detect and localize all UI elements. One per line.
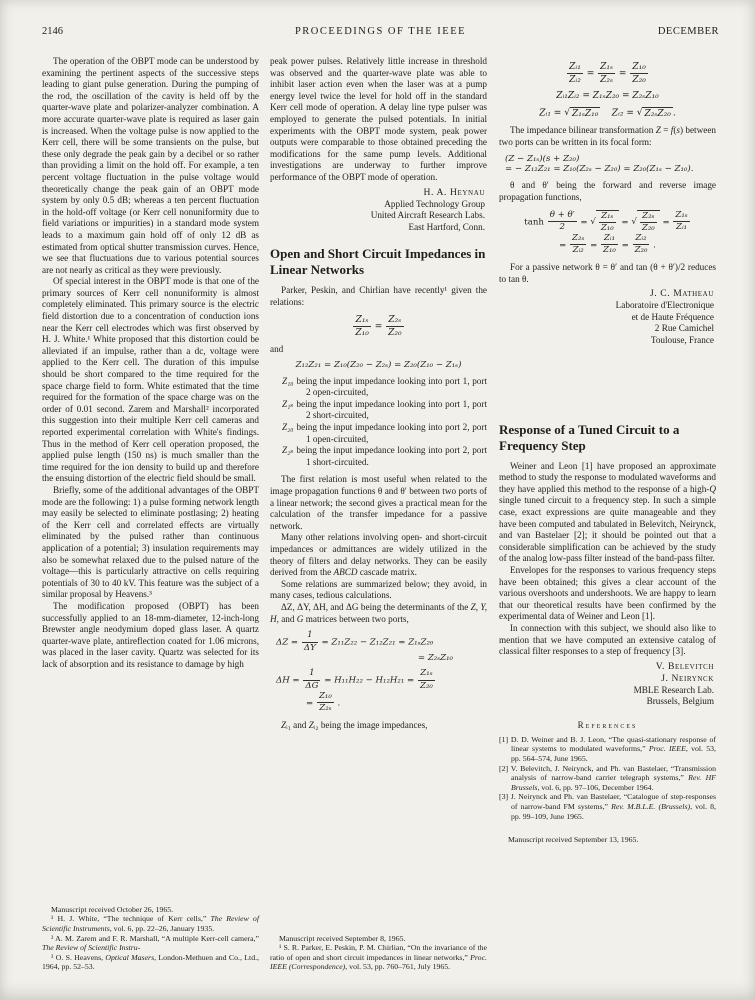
definition-item: Z₂₀ being the input impedance looking into port 2, port 1 open-circuited, [282,422,487,444]
article-title: Response of a Tuned Circuit to a Frequency Step [499,421,680,453]
reference-item: [2] V. Belevitch, J. Neirynck, and Ph. van Bastelaer, “Transmission analysis of narrow-band carrier telegraph systems,” Rev. HF Brussels, vol. 6, pp. 97–106, December 1964. [499,763,716,792]
manuscript-note: Manuscript received October 26, 1965. [51,904,174,914]
paragraph: Many other relations involving open- and short-circuit impedances or admittances are widely utilized in the theory of filters and delay networks. They can be easily derived from the ABCD cascade matrix. [270,532,487,578]
affiliation-line: United Aircraft Research Labs. [370,210,485,221]
connector-word: and [270,343,284,354]
radical: √ $\frac{\text{Z₂ₛ}}{\text{Z₂₀}}$ [631,210,659,234]
fraction: $\frac{\text{Z₁ₛ}}{\text{Z₂₀}}$ [420,668,433,691]
author-name: J. C. Matheau [649,288,714,300]
fraction: $\frac{1}{\Delta Y}$ [303,630,316,653]
footnote: ¹ S. R. Parker, E. Peskin, P. M. Chirlian, “On the invariance of the ratio of open and short circuit impedances in linear networks,” Proc. IEEE (Correspondence), vol. 53, pp. 760–761, July 1965. [270,943,487,972]
radical: √ Z₂ₛZ₂₀ [636,108,671,120]
author-name: J. Neirynck [661,672,714,684]
fraction: $\frac{\text{Zᵢ₁}}{\text{Zᵢ₂}}$ [569,62,581,86]
article-title: Open and Short Circuit Impedances in Linear Networks [270,246,486,278]
vertical-spacer [499,351,716,409]
equation-delta-z: ΔZ = $\frac{1}{\Delta Y}$ = Z₁₁Z₂₂ − Z₁₂Z₂₁ = Z₁ₛZ₂₀ = Z₂ₛZ₁₀ [276,630,453,664]
footnote: ¹ H. J. White, “The technique of Kerr cells,” The Review of Scientific Instruments, vol. 6, pp. 22–26, January 1935. [42,914,259,934]
fraction: $\frac{\text{Z₁ₛ}}{\text{Zᵢ₁}}$ [675,209,688,233]
radical: √ Z₁ₛZ₁₀ [564,108,599,120]
fraction: $\frac{\text{Z₁ₛ}}{\text{Z₁₀}}$ [355,314,369,338]
signature-block [499,288,714,346]
footnote: ² A. M. Zarem and F. R. Marshall, “A multiple Kerr-cell camera,” The Review of Scientific Instru- [42,933,259,953]
signature-block [499,661,714,708]
affiliation-line: Laboratoire d'Electronique [615,300,714,311]
paragraph: Of special interest in the OBPT mode is that one of the primary sources of Kerr cell nonuniformity is almost completely eliminated. This primary source is the electric field distortion due to a concentration of conduction ions near the Kerr cell electrodes which was first observed by H. J. White.¹ White proposed that this distortion could be alleviated if an impulse, rather than a dc, voltage were applied to the Kerr cell. The duration of this impulse should be short compared to the time required for the space charge field to form. White estimated that the time required for the formation of the space charge was on the order of 0.01 second. Zarem and Marshall² incorporated this suggestion into their multiple Kerr cell cameras and reported experimental correlation with White's findings. Thus in the method of Kerr cell operation proposed, the applied pulse length (150 ns) is much smaller than the time required for the ion density to build up and therefore the ensuing distortion of the electric field should be small. [42,276,259,484]
paragraph: The impedance bilinear transformation Z = f(s) between two ports can be written in its focal form: [499,125,716,147]
paragraph: Some relations are summarized below; they avoid, in many cases, tedious calculations. [270,578,487,601]
equation-tanh: tanh $\frac{\theta + \theta'}{2}$ = √ $\frac{\text{Z₁ₛ}}{\text{Z₁₀}}$ = √ $\frac{\text{Z₂ₛ}}{\text{Z₂₀}}$ = $\frac{\text{Z₁ₛ}}{\text{Zᵢ₁}}$ = $\frac{\text{Z₂ₛ}}{\text{Zᵢ₂}}$ = $\frac{\text{Zᵢ₁}}{\text{Z₁₀}}$ = $\frac{\text{Zᵢ₂}}{\text{Z₂₀}}$ . [499,210,716,257]
radical: √ $\frac{\text{Z₁ₛ}}{\text{Z₁₀}}$ [590,210,618,234]
paragraph: ΔZ, ΔY, ΔH, and ΔG being the determinants of the Z, Y, H, and G matrices between two ports, [270,601,487,624]
column-2 [270,56,487,972]
affiliation-line: MBLE Research Lab. [633,684,714,695]
footnotes-column-1 [42,905,259,972]
affiliation-line: et de Haute Fréquence [631,311,714,322]
fraction: $\frac{\theta + \theta'}{2}$ [549,209,575,233]
references-heading: References [577,719,638,730]
issue-month: DECEMBER [657,26,719,37]
signature-block [270,187,485,234]
paragraph: peak power pulses. Relatively little increase in threshold was observed and the quarter-wave plate was able to inhibit laser action even when the laser was at a pump energy level twice the level for hold off in the standard Kerr cell mode of operation. A delay line type pulser was employed to generate the pulsed potentials. In initial experiments with the OBPT mode system, peak power outputs were comparable to those obtained preceding the modifications for the same pump levels. Additional investigations are underway to further improve performance of the OBPT mode of operation. [270,56,487,182]
definition-item: Z₁₀ being the input impedance looking into port 1, port 2 open-circuited, [282,375,487,398]
paragraph: Envelopes for the responses to various frequency steps have been obtained; this gives a clear account of the various overshoots and undershoots. We are happy to learn that our theoretical results have been confirmed by the experimental data of Weiner and Leon [1]. [499,564,716,622]
fraction: $\frac{\text{Z₁ₛ}}{\text{Z₂ₛ}}$ [600,62,614,86]
page-number: 2146 [42,26,63,37]
footnote: ³ O. S. Heavens, Optical Masers, London-Methuen and Co., Ltd., 1964, pp. 52–53. [42,952,260,972]
fraction: $\frac{\text{Z₂ₛ}}{\text{Zᵢ₂}}$ [572,232,585,256]
paragraph: For a passive network θ = θ′ and tan (θ + θ′)/2 reduces to tan θ. [499,262,716,284]
author-name: H. A. Heynau [423,186,485,198]
affiliation-line: Applied Technology Group [384,198,485,209]
paragraph: Weiner and Leon [1] have proposed an approximate method to study the response to modulated waveforms and they have applied this method to the response of a high-Q single tuned circuit to a frequency step. In such a simple case, exact expressions are quite manageable and they have been computed and tabulated in Belevitch, Neirynck, and van Bastelaer [2]; it should be pointed out that a considerable simplification can be achieved by the study of the analog low-pass filter instead of the band-pass filter. [499,460,716,564]
equation-image-ratio: $\frac{\text{Zᵢ₁}}{\text{Zᵢ₂}}$ = $\frac{\text{Z₁ₛ}}{\text{Z₂ₛ}}$ = $\frac{\text{Z₁₀}}{\text{Z₂₀}}$ [499,62,716,85]
affiliation-line: Brussels, Belgium [646,696,714,707]
fraction: $\frac{\text{Zᵢ₁}}{\text{Z₁₀}}$ [603,232,616,256]
equation-focal-form: (Z − Z₁ₛ)(s + Z₂₀) = − Z₁₂Z₂₁ = Z₁₀(Z₂ₛ − Z₂₀) = Z₂₀(Z₁ₛ − Z₁₀). [505,154,694,175]
paragraph: Zᵢ₁ and Zᵢ₂ being the image impedances, [281,719,428,730]
paragraph: In connection with this subject, we should also like to mention that we have computed an extensive catalog of classical filter responses to a step of frequency [3]. [499,622,716,657]
footnotes-column-2 [270,934,487,972]
reference-item: [1] D. D. Weiner and B. J. Leon, “The quasi-stationary response of linear systems to modulated waveforms,” Proc. IEEE, vol. 53, pp. 564–574, June 1965. [499,734,717,764]
equation-transfer-product: Z₁₂Z₂₁ = Z₁₀(Z₂₀ − Z₂ₛ) = Z₂₀(Z₁₀ − Z₁ₛ) [295,359,462,370]
manuscript-note: Manuscript received September 13, 1965. [508,835,639,845]
definition-item: Z₁ₛ being the input impedance looking into port 1, port 2 short-circuited, [282,398,487,421]
paragraph: θ and θ′ being the forward and reverse image propagation functions, [499,180,716,202]
definition-list [282,376,487,469]
paragraph: The modification proposed (OBPT) has been successfully applied to an 18-mm-diameter, 12-inch-long Brewster angle neodymium doped glass laser. A quartz quarter-wave plate, antireflection coated for 1.06 microns, was placed in the laser cavity. Quartz was selected for its lack of absorption and its resistance to damage by high [42,600,259,669]
fraction: $\frac{1}{\Delta G}$ [305,668,319,691]
definition-item: Z₂ₛ being the input impedance looking into port 2, port 1 short-circuited. [282,445,487,467]
fraction: $\frac{\text{Zᵢ₂}}{\text{Z₂₀}}$ [634,232,648,256]
paragraph: The first relation is most useful when related to the image propagation functions θ and θ′ between two ports of a linear network; the second gives a practical mean for the calculation of the transfer impedance for a passive network. [270,474,487,531]
paragraph: The operation of the OBPT mode can be understood by examining the pertinent aspects of the successive steps leading to giant pulse generation. During the pumping of the rod, the oscillation of the cavity is held off by the quarter-wave plate and polarizer-analyzer combination. A more accurate quarter-wave plate is required as laser gain is increased. When the voltage pulse is now applied to the Kerr cell, there will be some transients on the pulse, but these only degrade the peak gain by a decibel or so rather than providing a limit on the hold off. For example, a ten percent voltage fluctuation in the pulse voltage would theoretically change the peak gain of an OBPT mode system by only 0.5 dB; whereas a ten percent fluctuation in the hold-off voltage (or Kerr cell nonuniformity due to field variations or impurities) in a standard mode system leads to a maximum gain hold off of only 12 dB as estimated from optical shutter transmission curves. Hence, we see that fluctuations due to various potential sources are not nearly as critical as they were previously. [42,56,259,275]
equation-delta-h: ΔH = $\frac{1}{\Delta G}$ = H₁₁H₂₂ − H₁₂H₂₁ = $\frac{\text{Z₁ₛ}}{\text{Z₂₀}}$ = $\frac{\text{Z₁₀}}{\text{Z₂ₛ}}$ . [270,669,487,714]
column-3 [499,56,716,972]
column-1 [42,56,259,972]
equation-image-sqrt: Zᵢ₁ = √ Z₁ₛZ₁₀ Zᵢ₂ = √ Z₂ₛZ₂₀ . [539,108,676,120]
journal-title: PROCEEDINGS OF THE IEEE [294,26,467,37]
paragraph: Briefly, some of the additional advantages of the OBPT mode are the following: 1) a pulse forming network length may easily be selected to eliminate postlasing; 2) heating of the Kerr cell and correlated effects are virtually eliminated by the pulsed rather than continuous application of a potential; 3) insulation requirements may also be somewhat relaxed due to the pulsed nature of the voltage—this is particularly attractive on cells requiring potentials of 30 to 40 kV. This feature was the subject of a similar proposal by Heavens.³ [42,484,259,600]
paragraph: Parker, Peskin, and Chirlian have recently¹ given the relations: [270,285,487,307]
equation-image-product: Zᵢ₁Zᵢ₂ = Z₁ₛZ₂₀ = Z₂ₛZ₁₀ [556,91,659,102]
equation-impedance-ratio: $\frac{\text{Z₁ₛ}}{\text{Z₁₀}}$ = $\frac{\text{Z₂ₛ}}{\text{Z₂₀}}$ [270,315,487,338]
affiliation-line: 2 Rue Camichel [654,323,714,334]
reference-item: [3] J. Neirynck and Ph. van Bastelaer, “Catalogue of step-responses of narrow-band FM systems,” Rev. M.B.L.E. (Brussels), vol. 8, pp. 99–109, June 1965. [499,792,716,821]
page-header [42,26,719,42]
fraction: $\frac{\text{Z₂ₛ}}{\text{Z₂₀}}$ [388,314,402,338]
fraction: $\frac{\text{Z₁₀}}{\text{Z₂ₛ}}$ [318,690,332,714]
author-name: V. Belevitch [655,660,714,672]
fraction: $\frac{\text{Z₁₀}}{\text{Z₂₀}}$ [632,62,646,86]
affiliation-line: East Hartford, Conn. [408,221,485,232]
affiliation-line: Toulouse, France [650,335,714,345]
manuscript-note: Manuscript received September 8, 1965. [279,933,406,943]
